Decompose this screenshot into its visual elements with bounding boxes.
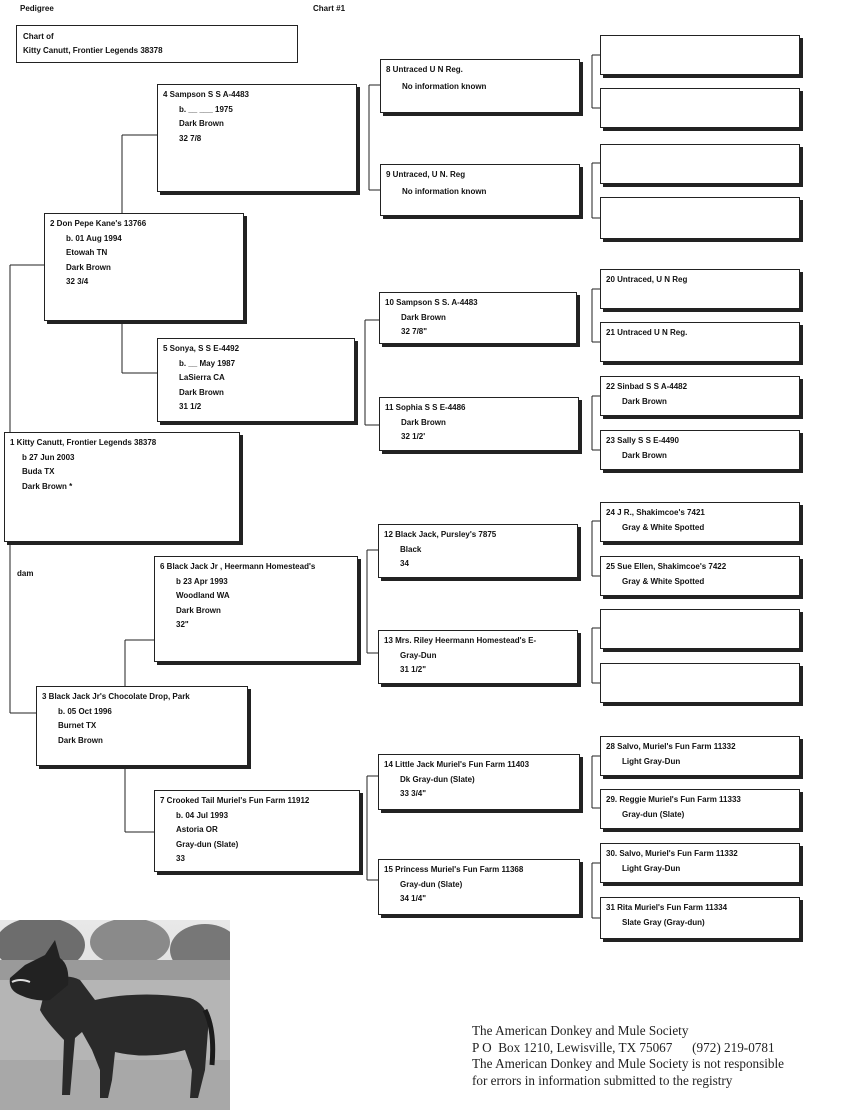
- animal-box-30: [600, 843, 800, 883]
- animal-22-name: 22 Sinbad S S A-4482: [606, 382, 688, 391]
- animal-box-9: [380, 164, 580, 216]
- animal-30-color: Light Gray-Dun: [622, 863, 681, 873]
- animal-29-name: 29. Reggie Muriel's Fun Farm 11333: [606, 795, 741, 804]
- animal-6-name: 6 Black Jack Jr , Heermann Homestead's: [160, 562, 316, 571]
- animal-box-22: [600, 376, 800, 416]
- animal-2-name: 2 Don Pepe Kane's 13766: [50, 219, 147, 228]
- donkey-photo: [0, 920, 230, 1110]
- animal-box-25: [600, 556, 800, 596]
- animal-24-color: Gray & White Spotted: [622, 522, 705, 532]
- animal-box-6: [154, 556, 358, 662]
- animal-box-28: [600, 736, 800, 776]
- animal-2-color: Dark Brown: [66, 262, 111, 272]
- animal-12-height: 34: [400, 559, 409, 569]
- animal-4-name: 4 Sampson S S A-4483: [163, 90, 249, 99]
- animal-box-4: [157, 84, 357, 192]
- animal-box-18: [600, 144, 800, 184]
- animal-box-19: [600, 197, 800, 239]
- animal-7-birth: b. 04 Jul 1993: [176, 810, 229, 820]
- animal-box-5: [157, 338, 355, 422]
- animal-box-17: [600, 88, 800, 128]
- animal-25-color: Gray & White Spotted: [622, 576, 705, 586]
- animal-3-color: Dark Brown: [58, 735, 103, 745]
- animal-3-place: Burnet TX: [58, 721, 97, 731]
- animal-box-16: [600, 35, 800, 75]
- footer-society-info: [472, 1023, 784, 1089]
- animal-box-3: [36, 686, 248, 766]
- animal-7-place: Astoria OR: [176, 825, 218, 835]
- animal-box-1: [4, 432, 240, 542]
- footer-line-3: The American Donkey and Mule Society is not responsible: [472, 1056, 785, 1071]
- animal-20-name: 20 Untraced, U N Reg: [606, 275, 688, 284]
- animal-28-name: 28 Salvo, Muriel's Fun Farm 11332: [606, 742, 736, 751]
- animal-28-color: Light Gray-Dun: [622, 756, 681, 766]
- animal-1-color: Dark Brown *: [22, 481, 73, 491]
- animal-box-29: [600, 789, 800, 829]
- animal-14-name: 14 Little Jack Muriel's Fun Farm 11403: [384, 760, 530, 769]
- animal-10-name: 10 Sampson S S. A-4483: [385, 298, 478, 307]
- animal-box-24: [600, 502, 800, 542]
- animal-14-height: 33 3/4": [400, 789, 427, 799]
- animal-6-color: Dark Brown: [176, 605, 221, 615]
- page-header-chart-number: Chart #1: [313, 4, 346, 13]
- animal-5-place: LaSierra CA: [179, 373, 225, 383]
- animal-15-name: 15 Princess Muriel's Fun Farm 11368: [384, 865, 524, 874]
- animal-5-birth: b. __ May 1987: [179, 358, 236, 368]
- animal-11-height: 32 1/2': [401, 432, 426, 442]
- footer-line-2: P O Box 1210, Lewisville, TX 75067 (972) 219-0781: [472, 1039, 775, 1055]
- animal-5-color: Dark Brown: [179, 387, 224, 397]
- animal-4-color: Dark Brown: [179, 119, 224, 129]
- animal-box-12: [378, 524, 578, 578]
- animal-9-info: No information known: [402, 186, 487, 196]
- animal-box-21: [600, 322, 800, 362]
- animal-1-place: Buda TX: [22, 467, 55, 477]
- animal-4-height: 32 7/8: [179, 133, 202, 143]
- animal-10-height: 32 7/8": [401, 327, 428, 337]
- animal-5-height: 31 1/2: [179, 402, 202, 412]
- animal-23-color: Dark Brown: [622, 450, 667, 460]
- animal-1-name: 1 Kitty Canutt, Frontier Legends 38378: [10, 438, 157, 447]
- animal-7-height: 33: [176, 854, 185, 864]
- animal-box-31: [600, 897, 800, 939]
- animal-3-birth: b. 05 Oct 1996: [58, 706, 112, 716]
- animal-box-8: [380, 59, 580, 113]
- animal-12-color: Black: [400, 544, 422, 554]
- chart-title-line1: Chart of: [23, 32, 54, 41]
- animal-box-27: [600, 663, 800, 703]
- animal-box-15: [378, 859, 580, 915]
- animal-6-birth: b 23 Apr 1993: [176, 576, 228, 586]
- animal-2-place: Etowah TN: [66, 248, 108, 258]
- animal-6-place: Woodland WA: [176, 591, 230, 601]
- animal-7-name: 7 Crooked Tail Muriel's Fun Farm 11912: [160, 796, 310, 805]
- animal-31-color: Slate Gray (Gray-dun): [622, 917, 705, 927]
- animal-8-name: 8 Untraced U N Reg.: [386, 65, 463, 74]
- animal-4-birth: b. __ ___ 1975: [179, 104, 233, 114]
- animal-6-height: 32": [176, 620, 189, 630]
- animal-14-color: Dk Gray-dun (Slate): [400, 774, 475, 784]
- animal-box-7: [154, 790, 360, 872]
- animal-13-name: 13 Mrs. Riley Heermann Homestead's E-: [384, 636, 537, 645]
- animal-10-color: Dark Brown: [401, 312, 446, 322]
- animal-25-name: 25 Sue Ellen, Shakimcoe's 7422: [606, 562, 727, 571]
- animal-box-2: [44, 213, 244, 321]
- animal-9-name: 9 Untraced, U N. Reg: [386, 170, 466, 179]
- animal-30-name: 30. Salvo, Muriel's Fun Farm 11332: [606, 849, 738, 858]
- animal-1-birth: b 27 Jun 2003: [22, 452, 75, 462]
- animal-15-height: 34 1/4": [400, 894, 427, 904]
- animal-22-color: Dark Brown: [622, 396, 667, 406]
- animal-box-20: [600, 269, 800, 309]
- animal-8-info: No information known: [402, 81, 487, 91]
- animal-box-11: [379, 397, 579, 451]
- animal-11-name: 11 Sophia S S E-4486: [385, 403, 466, 412]
- animal-13-color: Gray-Dun: [400, 650, 437, 660]
- animal-box-26: [600, 609, 800, 649]
- footer-line-1: The American Donkey and Mule Society: [472, 1023, 689, 1038]
- animal-box-14: [378, 754, 580, 810]
- animal-12-name: 12 Black Jack, Pursley's 7875: [384, 530, 497, 539]
- chart-title-line2: Kitty Canutt, Frontier Legends 38378: [23, 46, 163, 55]
- animal-31-name: 31 Rita Muriel's Fun Farm 11334: [606, 903, 728, 912]
- dam-label: dam: [17, 569, 34, 578]
- animal-2-birth: b. 01 Aug 1994: [66, 233, 122, 243]
- animal-box-10: [379, 292, 577, 344]
- animal-11-color: Dark Brown: [401, 417, 446, 427]
- page-header-pedigree: Pedigree: [20, 4, 54, 13]
- animal-24-name: 24 J R., Shakimcoe's 7421: [606, 508, 705, 517]
- animal-13-height: 31 1/2": [400, 665, 427, 675]
- animal-23-name: 23 Sally S S E-4490: [606, 436, 679, 445]
- animal-21-name: 21 Untraced U N Reg.: [606, 328, 688, 337]
- animal-2-height: 32 3/4: [66, 277, 89, 287]
- animal-7-color: Gray-dun (Slate): [176, 839, 239, 849]
- animal-5-name: 5 Sonya, S S E-4492: [163, 344, 240, 353]
- animal-3-name: 3 Black Jack Jr's Chocolate Drop, Park: [42, 692, 190, 701]
- animal-box-23: [600, 430, 800, 470]
- footer-line-4: for errors in information submitted to the registry: [472, 1072, 733, 1088]
- animal-box-13: [378, 630, 578, 684]
- animal-15-color: Gray-dun (Slate): [400, 879, 463, 889]
- animal-29-color: Gray-dun (Slate): [622, 809, 685, 819]
